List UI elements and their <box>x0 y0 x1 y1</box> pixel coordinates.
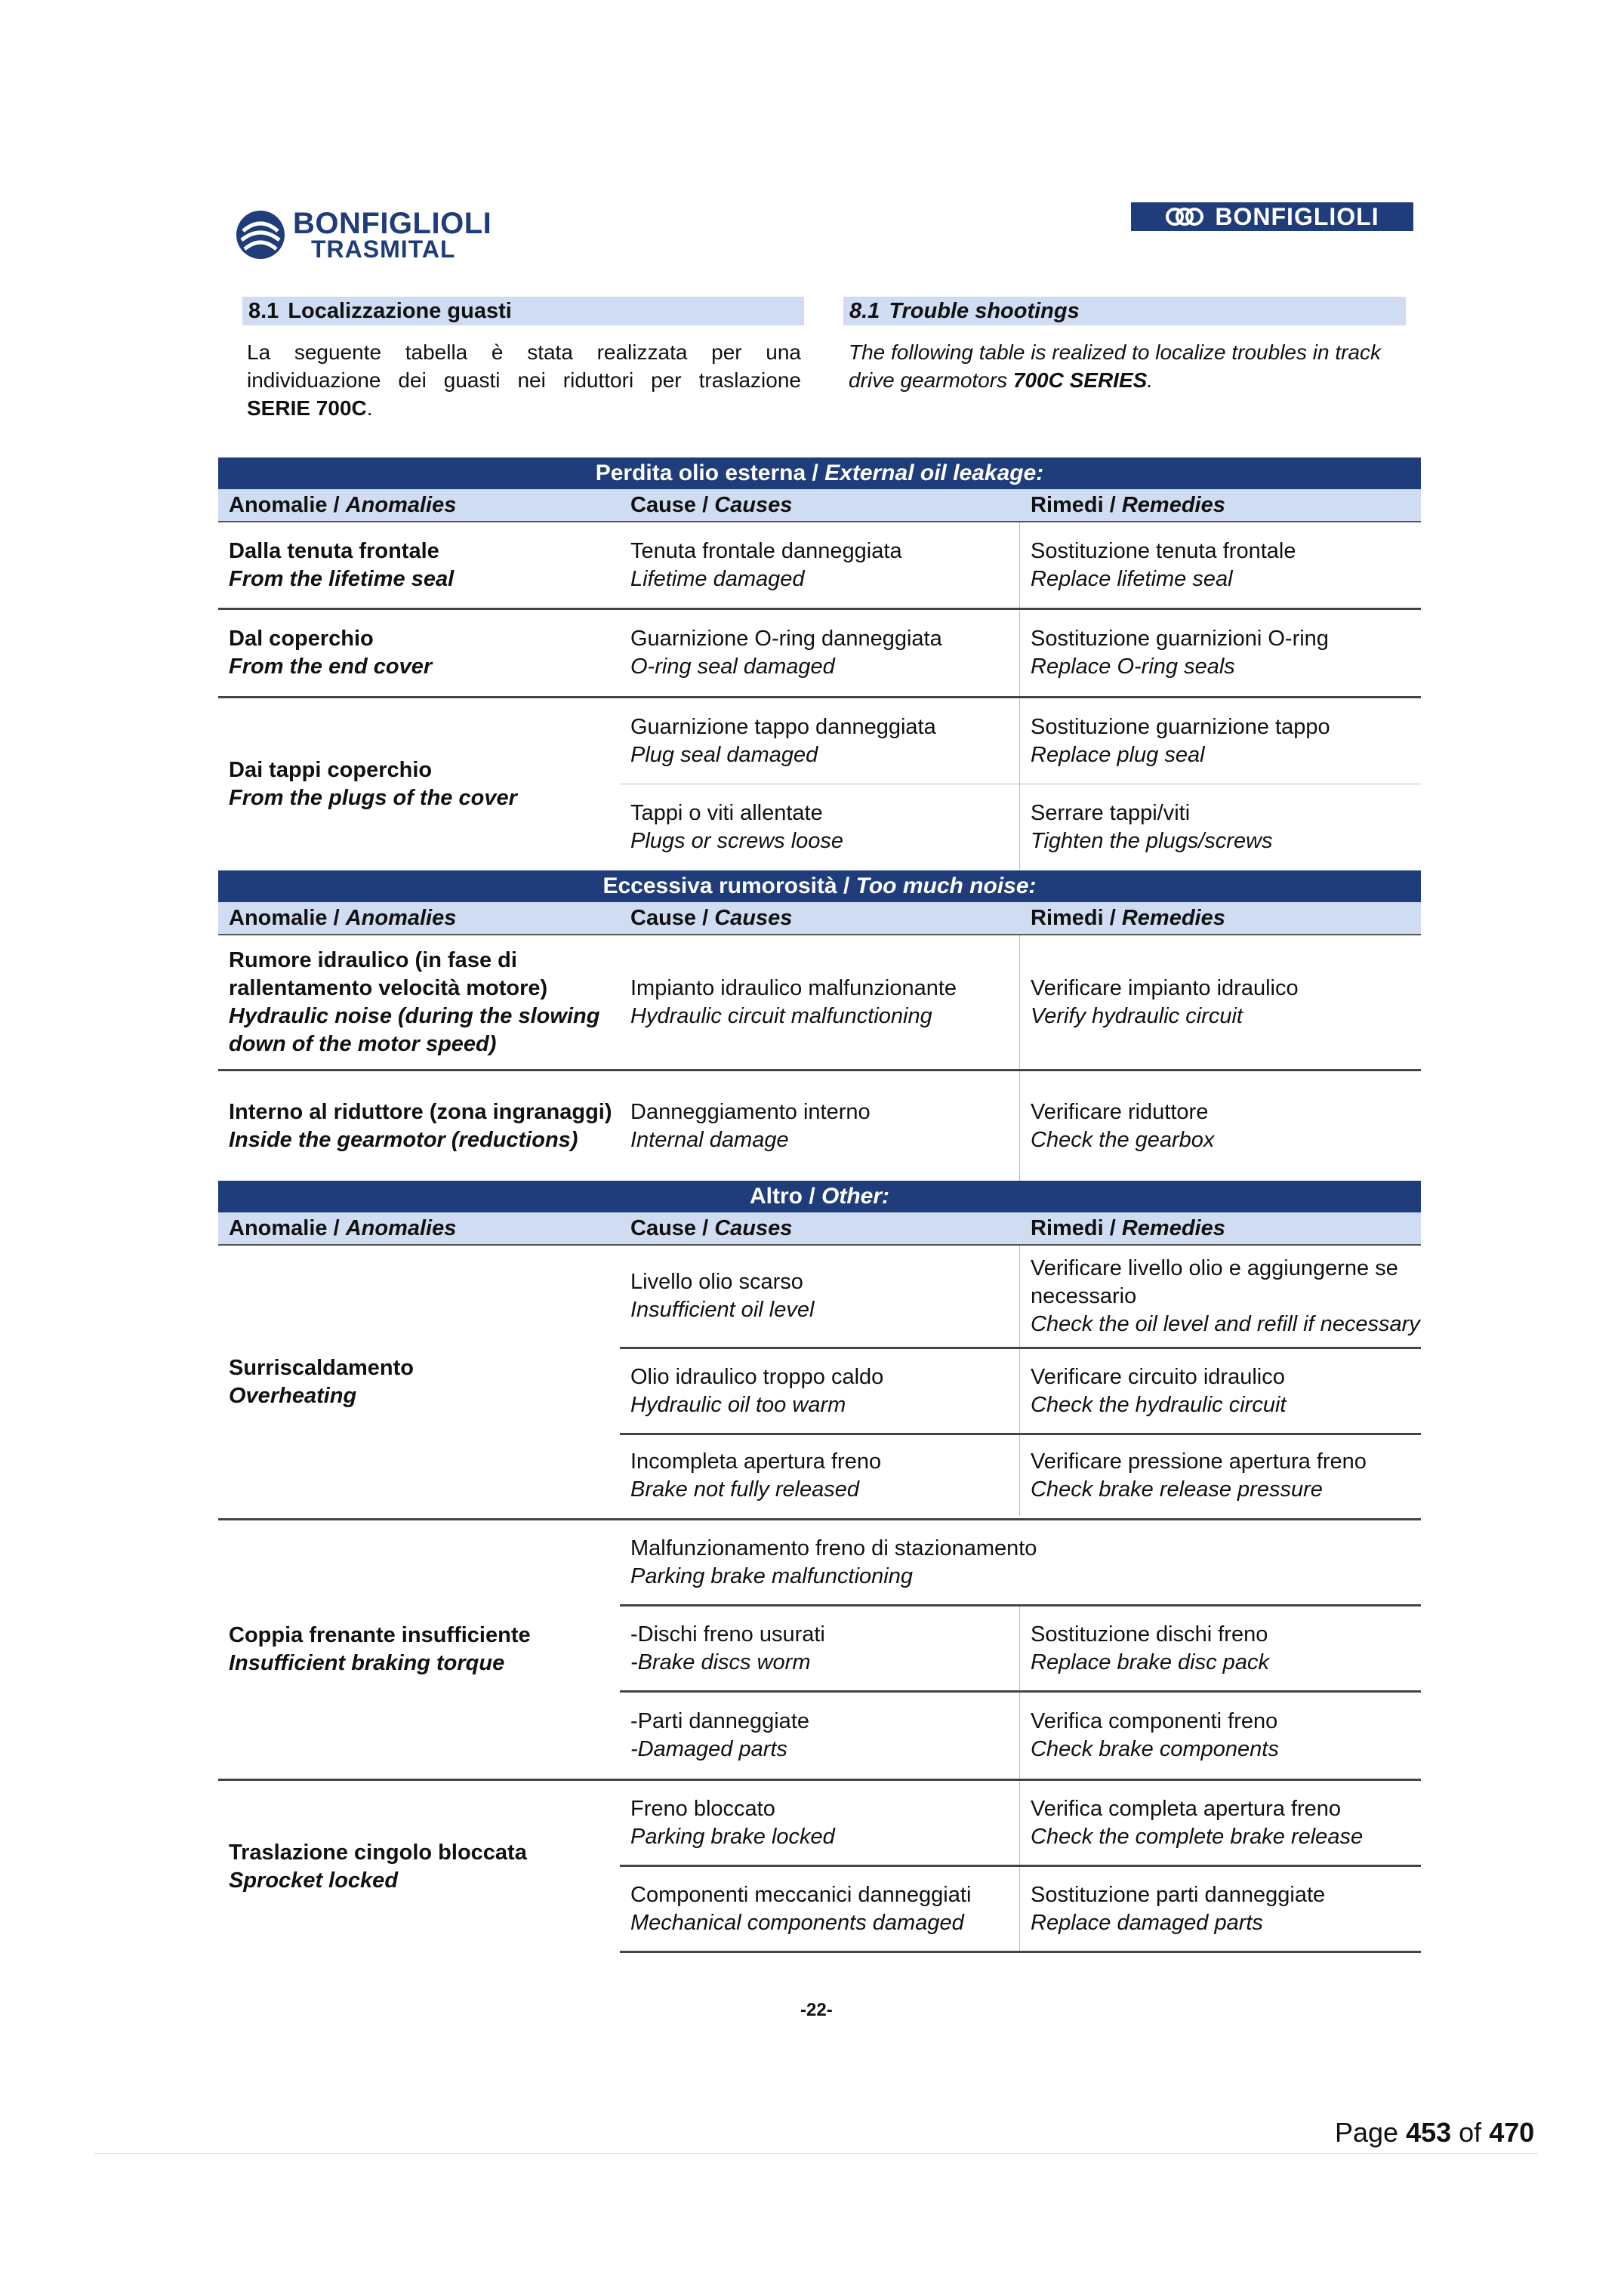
table-row <box>620 610 1421 696</box>
section-title-text: Trouble shootings <box>889 299 1080 323</box>
section-number: 8.1 <box>248 299 279 323</box>
table-row <box>620 1606 1421 1693</box>
table-row <box>620 784 1421 870</box>
anomaly-cell: Rumore idraulico (in fase di rallentamento velocità motore) Hydraulic noise (during the slowing down of the motor speed) <box>229 947 600 1056</box>
cause-cell: Livello olio scarso Insufficient oil level <box>620 1246 1020 1347</box>
table-header-row <box>218 1212 1421 1246</box>
header-remedies: Rimedi / Remedies <box>1031 906 1225 930</box>
intro-paragraph-en <box>849 338 1406 394</box>
table-row <box>620 1435 1421 1516</box>
remedy-cell: Verificare impianto idraulico Verify hydraulic circuit <box>1031 975 1299 1028</box>
cause-cell: Tappi o viti allentate Plugs or screws loose <box>620 784 1020 870</box>
header-anomalies: Anomalie / Anomalies <box>229 1216 457 1240</box>
footer-divider <box>94 2153 1538 2154</box>
remedy-cell: Sostituzione tenuta frontale Replace lifetime seal <box>1031 538 1296 591</box>
header-remedies: Rimedi / Remedies <box>1031 493 1225 517</box>
table-header-row <box>218 902 1421 935</box>
anomaly-cell: Dai tappi coperchio From the plugs of the cover <box>229 758 517 810</box>
remedy-cell: Verificare circuito idraulico Check the hydraulic circuit <box>1031 1364 1287 1417</box>
table-group <box>218 698 1421 870</box>
intro-end: . <box>366 396 373 420</box>
remedy-cell: Serrare tappi/viti Tighten the plugs/screws <box>1031 801 1273 853</box>
anomaly-cell: Dal coperchio From the end cover <box>229 627 433 679</box>
cause-cell: Tenuta frontale danneggiata Lifetime damaged <box>620 522 1020 608</box>
remedy-cell: Sostituzione dischi freno Replace brake disc pack <box>1031 1622 1269 1674</box>
table-header-row <box>218 489 1421 522</box>
bonfiglioli-swirl-icon <box>234 208 287 261</box>
cause-cell: Olio idraulico troppo caldo Hydraulic oil too warm <box>620 1349 1020 1433</box>
intro-bold: SERIE 700C <box>247 396 367 420</box>
cause-cell: Guarnizione O-ring danneggiata O-ring seal damaged <box>620 610 1020 696</box>
anomaly-cell: Coppia frenante insufficiente Insufficient braking torque <box>229 1623 531 1675</box>
cause-cell: Componenti meccanici danneggiati Mechanical components damaged <box>620 1867 1020 1951</box>
section-bar: Altro / Other: <box>218 1181 1421 1212</box>
cause-cell: Danneggiamento interno Internal damage <box>620 1071 1020 1181</box>
remedy-cell: Verificare riduttore Check the gearbox <box>1031 1099 1215 1152</box>
intro-text: The following table is realized to localize troubles in track drive gearmotors <box>849 340 1382 392</box>
table-row <box>620 1349 1421 1435</box>
table-group <box>218 610 1421 698</box>
cause-cell: -Dischi freno usurati -Brake discs worm <box>620 1606 1020 1690</box>
note-cell: Malfunzionamento freno di stazionamento Parking brake malfunctioning <box>630 1536 1037 1588</box>
table-row <box>620 1520 1421 1606</box>
table-group <box>218 1781 1421 1953</box>
section-title-en <box>843 297 1406 325</box>
logo-text-line2: TRASMITAL <box>311 236 456 263</box>
logo-text: BONFIGLIOLI <box>1215 202 1379 230</box>
cause-cell: Guarnizione tappo danneggiata Plug seal damaged <box>620 698 1020 784</box>
remedy-cell: Sostituzione guarnizioni O-ring Replace O-ring seals <box>1031 627 1329 679</box>
logo-text-line1: BONFIGLIOLI <box>293 207 492 240</box>
table-row <box>620 1246 1421 1349</box>
bonfiglioli-trasmital-logo <box>234 205 492 264</box>
cause-cell: Freno bloccato Parking brake locked <box>620 1781 1020 1865</box>
table-group <box>218 522 1421 610</box>
anomaly-cell: Surriscaldamento Overheating <box>229 1355 414 1408</box>
intro-bold: 700C SERIES <box>1012 368 1148 392</box>
section-bar: Eccessiva rumorosità / Too much noise: <box>218 870 1421 902</box>
table-row <box>620 1781 1421 1867</box>
cause-cell: Incompleta apertura freno Brake not fully released <box>620 1435 1020 1516</box>
table-group <box>218 1071 1421 1181</box>
intro-end: . <box>1147 368 1154 392</box>
cause-cell: Impianto idraulico malfunzionante Hydraulic circuit malfunctioning <box>620 935 1020 1069</box>
table-group <box>218 1246 1421 1520</box>
intro-paragraph-it <box>247 338 801 422</box>
section-title-text: Localizzazione guasti <box>288 299 512 323</box>
header-causes: Cause / Causes <box>630 1216 793 1240</box>
table-row <box>620 1071 1421 1181</box>
intro-text: La seguente tabella è stata realizzata per una individuazione dei guasti nei riduttori per traslazione <box>247 340 801 392</box>
remedy-cell: Sostituzione parti danneggiate Replace damaged parts <box>1031 1882 1326 1935</box>
table-row <box>620 698 1421 784</box>
remedy-cell: Verifica componenti freno Check brake components <box>1031 1709 1279 1761</box>
cause-cell: -Parti danneggiate -Damaged parts <box>620 1693 1020 1779</box>
section-number: 8.1 <box>849 299 880 323</box>
table-row <box>620 1867 1421 1953</box>
anomaly-cell: Traslazione cingolo bloccata Sprocket locked <box>229 1841 527 1893</box>
table-group <box>218 935 1421 1071</box>
table-row <box>620 522 1421 608</box>
header-anomalies: Anomalie / Anomalies <box>229 906 457 930</box>
table-row <box>620 1693 1421 1779</box>
anomaly-cell: Interno al riduttore (zona ingranaggi) Inside the gearmotor (reductions) <box>229 1099 612 1152</box>
remedy-cell: Sostituzione guarnizione tappo Replace plug seal <box>1031 714 1330 767</box>
header-causes: Cause / Causes <box>630 493 793 517</box>
section-bar: Perdita olio esterna / External oil leakage: <box>218 457 1421 489</box>
table-group <box>218 1520 1421 1781</box>
remedy-cell: Verifica completa apertura freno Check the complete brake release <box>1031 1796 1364 1849</box>
bonfiglioli-logo <box>1131 202 1413 231</box>
anomaly-cell: Dalla tenuta frontale From the lifetime seal <box>229 538 455 591</box>
remedy-cell: Verificare livello olio e aggiungerne se necessario Check the oil level and refill if necessary <box>1031 1255 1420 1336</box>
bonfiglioli-rings-icon <box>1165 207 1204 226</box>
header-anomalies: Anomalie / Anomalies <box>229 493 457 517</box>
header-remedies: Rimedi / Remedies <box>1031 1216 1225 1240</box>
page-number: -22- <box>800 2000 833 2020</box>
troubleshooting-table <box>218 457 1421 1953</box>
page-indicator: Page 453 of 470 <box>1335 2117 1535 2148</box>
header-causes: Cause / Causes <box>630 906 793 930</box>
section-title-it <box>242 297 804 325</box>
table-row <box>620 935 1421 1069</box>
remedy-cell: Verificare pressione apertura freno Check brake release pressure <box>1031 1449 1367 1502</box>
